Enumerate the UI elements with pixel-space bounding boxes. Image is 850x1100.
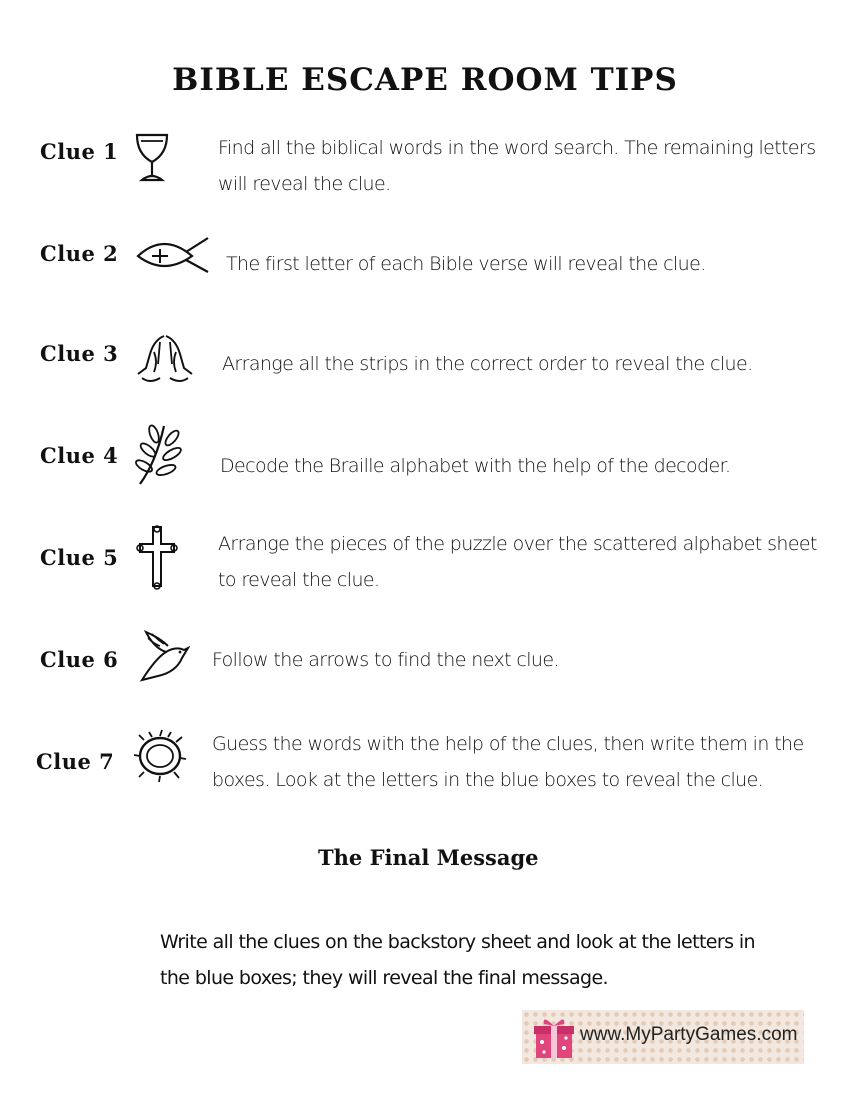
clue-description: Arrange all the strips in the correct order to reveal the clue. xyxy=(222,353,753,375)
crown-of-thorns-icon xyxy=(132,728,188,784)
website-link[interactable]: www.MyPartyGames.com xyxy=(580,1024,798,1045)
clue-description: Guess the words with the help of the clues, then write them in the boxes. Look at the letters in the blue boxes to reveal the clue. xyxy=(212,733,804,791)
gift-box-icon xyxy=(532,1014,576,1060)
clue-4 xyxy=(0,434,850,514)
clue-description: Follow the arrows to find the next clue. xyxy=(212,649,559,671)
page-title: BIBLE ESCAPE ROOM TIPS xyxy=(172,62,678,98)
clue-label: Clue 3 xyxy=(40,341,119,366)
clue-description: Find all the biblical words in the word search. The remaining letters will reveal the clue. xyxy=(218,137,816,195)
praying-hands-icon xyxy=(134,332,196,388)
clue-description: The first letter of each Bible verse will reveal the clue. xyxy=(226,253,706,275)
clue-6 xyxy=(0,638,850,718)
clue-label: Clue 6 xyxy=(40,647,119,672)
clue-label: Clue 5 xyxy=(40,545,119,570)
olive-branch-icon xyxy=(134,422,186,488)
clue-label: Clue 7 xyxy=(36,749,115,774)
clue-label: Clue 2 xyxy=(40,241,119,266)
final-message-text: Write all the clues on the backstory sheet and look at the letters in the blue boxes; they will reveal the final message. xyxy=(160,931,755,989)
clue-7 xyxy=(0,733,850,820)
ichthys-fish-icon xyxy=(134,234,212,274)
website-badge[interactable] xyxy=(522,1010,804,1064)
clue-label: Clue 4 xyxy=(40,443,119,468)
clue-1 xyxy=(0,130,850,210)
clue-description: Arrange the pieces of the puzzle over the scattered alphabet sheet to reveal the clue. xyxy=(218,533,817,591)
clue-5 xyxy=(0,533,850,616)
cross-icon xyxy=(136,524,178,590)
clue-description: Decode the Braille alphabet with the help of the decoder. xyxy=(220,455,731,477)
dove-icon xyxy=(136,628,190,686)
clue-2 xyxy=(0,232,850,312)
chalice-icon xyxy=(134,132,170,184)
final-message-heading: The Final Message xyxy=(318,845,539,870)
clue-label: Clue 1 xyxy=(40,139,119,164)
clue-3 xyxy=(0,332,850,412)
